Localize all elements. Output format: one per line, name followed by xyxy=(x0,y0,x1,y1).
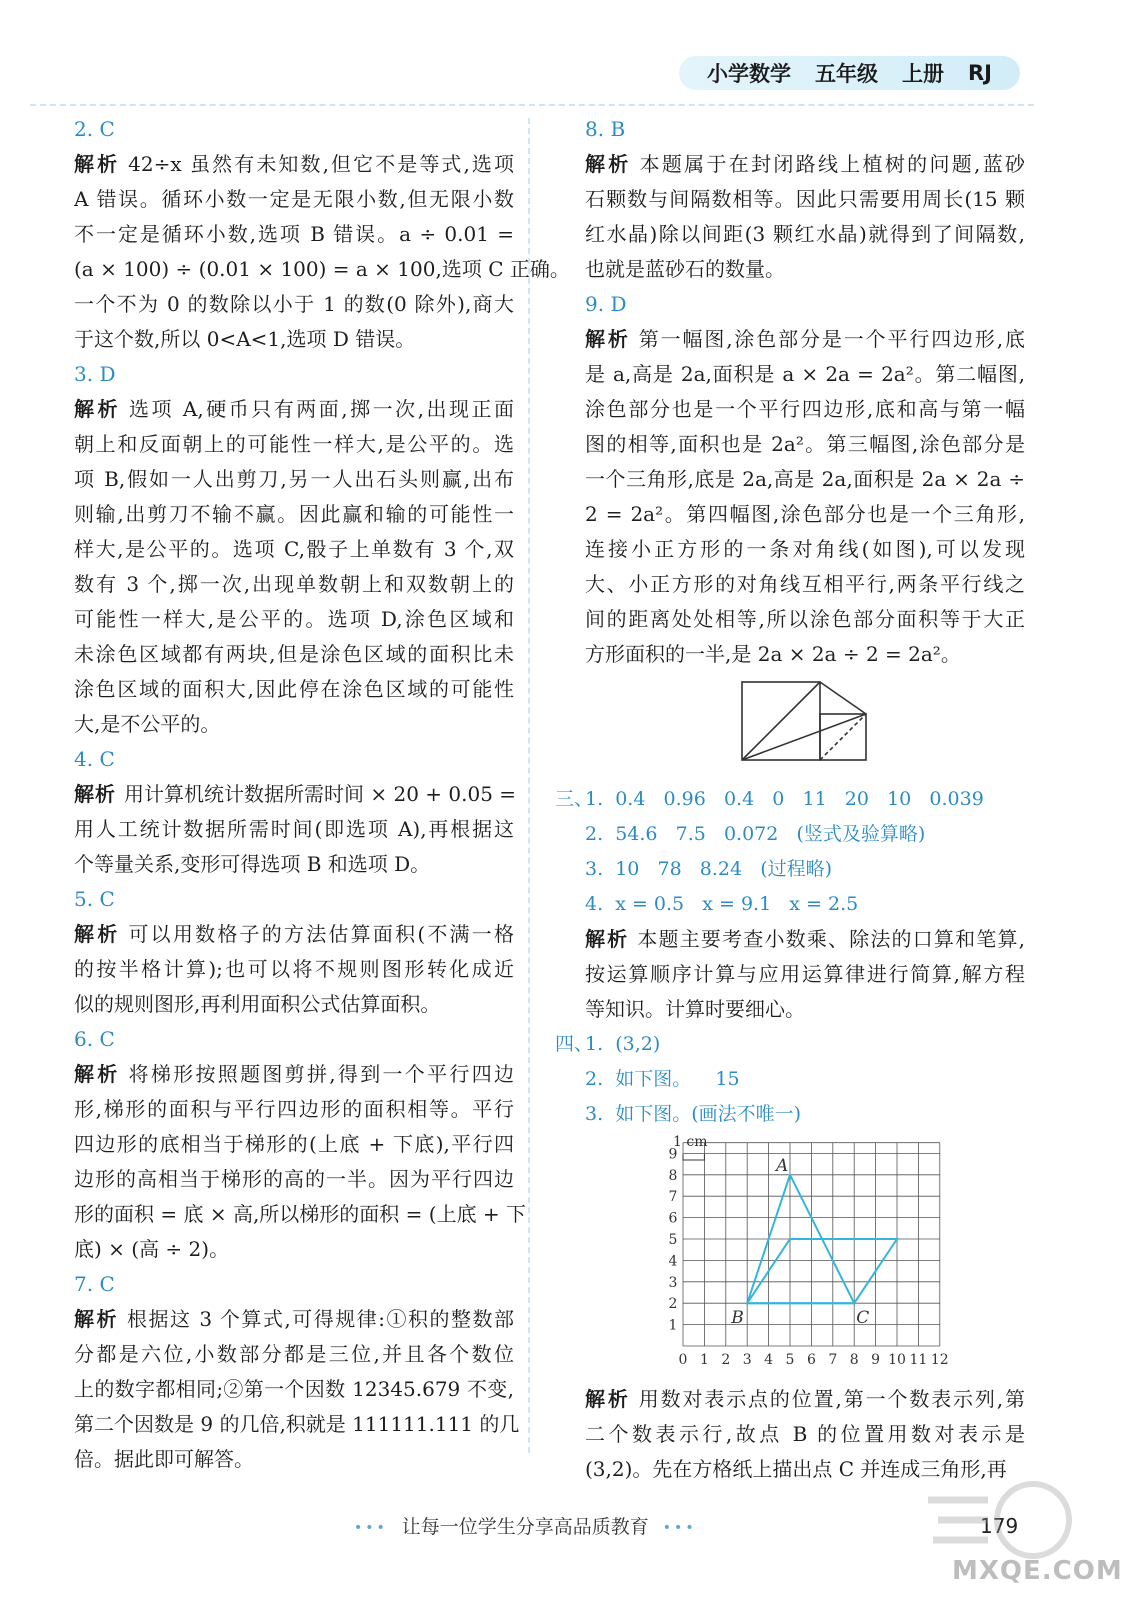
analysis-line: 不一定是循环小数,选项 B 错误。a ÷ 0.01 = xyxy=(74,222,514,246)
analysis-keyword: 解析 xyxy=(74,1062,121,1086)
small-diagonal xyxy=(820,714,866,760)
answer-label: 3. D xyxy=(74,362,116,386)
grid-figure xyxy=(645,1132,1025,1382)
analysis-text: 用计算机统计数据所需时间 × 20 + 0.05 = xyxy=(124,782,517,806)
x-tick-label: 11 xyxy=(909,1352,928,1368)
analysis-keyword: 解析 xyxy=(585,327,631,351)
header-grade: 五年级 xyxy=(815,62,879,86)
section-item-text: 1. (3,2) xyxy=(585,1033,661,1055)
x-tick-label: 1 xyxy=(699,1352,709,1368)
analysis-line: 按运算顺序计算与应用运算律进行简算,解方程 xyxy=(585,962,1025,986)
y-tick-label: 8 xyxy=(668,1167,678,1184)
answer-label: 9. D xyxy=(585,292,627,316)
section-item xyxy=(585,1097,1025,1132)
analysis-line: 间的距离处处相等,所以涂色部分面积等于大正 xyxy=(585,607,1025,631)
analysis-line: 2 = 2a²。第四幅图,涂色部分也是一个三角形, xyxy=(585,502,1025,526)
left-column xyxy=(74,112,570,1477)
analysis-line: 上的数字都相同;②第一个因数 12345.679 不变, xyxy=(74,1377,514,1401)
analysis-line: 朝上和反面朝上的可能性一样大,是公平的。选 xyxy=(74,432,514,456)
section-item xyxy=(585,887,1025,922)
analysis-line: (a × 100) ÷ (0.01 × 100) = a × 100,选项 C 正确。 xyxy=(74,257,570,281)
y-tick-label: 1 xyxy=(668,1317,678,1334)
header-divider xyxy=(30,104,1034,106)
answer-label: 6. C xyxy=(74,1027,115,1051)
section-item xyxy=(555,1027,1025,1062)
analysis-text: 本题主要考查小数乘、除法的口算和笔算, xyxy=(637,927,1026,951)
analysis-keyword: 解析 xyxy=(74,152,121,176)
slanted-line-2 xyxy=(742,714,866,760)
x-tick-label: 4 xyxy=(764,1352,774,1368)
answer-label: 2. C xyxy=(74,117,115,141)
section-item-text: 3. 如下图。(画法不唯一) xyxy=(585,1103,802,1125)
analysis-line: 一个不为 0 的数除以小于 1 的数(0 除外),商大 xyxy=(74,292,514,316)
analysis-line: 涂色部分也是一个平行四边形,底和高与第一幅 xyxy=(585,397,1025,421)
section-mark xyxy=(555,887,585,922)
analysis-line: 二个数表示行,故点 B 的位置用数对表示是 xyxy=(585,1422,1025,1446)
analysis-line: 大,是不公平的。 xyxy=(74,712,221,736)
y-tick-label: 2 xyxy=(668,1296,678,1313)
analysis-line: 图的相等,面积也是 2a²。第三幅图,涂色部分是 xyxy=(585,432,1025,456)
analysis-line: 大、小正方形的对角线互相平行,两条平行线之 xyxy=(585,572,1025,596)
analysis-line xyxy=(585,922,1025,957)
point-label-b: B xyxy=(731,1308,744,1329)
coordinate-grid xyxy=(645,1132,949,1382)
right-column xyxy=(555,112,1026,1487)
x-tick-label: 2 xyxy=(721,1352,731,1368)
y-tick-label: 4 xyxy=(668,1253,678,1270)
x-tick-label: 12 xyxy=(930,1352,949,1368)
x-tick-label: 7 xyxy=(828,1352,838,1368)
analysis-text: 将梯形按照题图剪拼,得到一个平行四边 xyxy=(128,1062,514,1086)
watermark-text: MXQE.COM xyxy=(952,1556,1123,1586)
footer-slogan: 让每一位学生分享高品质教育 xyxy=(401,1516,649,1538)
analysis-text: 42÷x 虽然有未知数,但它不是等式,选项 xyxy=(128,152,515,176)
analysis-text: 根据这 3 个算式,可得规律:①积的整数部 xyxy=(127,1307,514,1331)
analysis-line xyxy=(74,392,514,427)
answer-label: 4. C xyxy=(74,747,115,771)
analysis-keyword: 解析 xyxy=(585,927,630,951)
analysis-line: 红水晶)除以间距(3 颗红水晶)就得到了间隔数, xyxy=(585,222,1025,246)
analysis-keyword: 解析 xyxy=(74,1307,119,1331)
page-number: 179 xyxy=(980,1514,1019,1538)
analysis-text: 用数对表示点的位置,第一个数表示列,第 xyxy=(638,1387,1026,1411)
analysis-line xyxy=(585,147,1025,182)
header-volume: 上册 xyxy=(902,62,945,86)
page-header xyxy=(679,56,1020,90)
footer-dots-left: ••• xyxy=(354,1519,388,1536)
y-tick-label: 5 xyxy=(668,1232,678,1248)
analysis-line: 方形面积的一半,是 2a × 2a ÷ 2 = 2a²。 xyxy=(585,642,961,666)
slanted-line-1 xyxy=(820,682,866,714)
section-mark xyxy=(555,1097,585,1132)
analysis-line xyxy=(585,1382,1025,1417)
unit-label: 1 cm xyxy=(673,1134,708,1150)
column-divider xyxy=(528,118,530,1453)
x-tick-label: 9 xyxy=(871,1352,881,1368)
analysis-keyword: 解析 xyxy=(74,397,122,421)
analysis-line: 一个三角形,底是 2a,高是 2a,面积是 2a × 2a ÷ xyxy=(585,467,1025,491)
analysis-line: 样大,是公平的。选项 C,骰子上单数有 3 个,双 xyxy=(74,537,514,561)
analysis-line: 可能性一样大,是公平的。选项 D,涂色区域和 xyxy=(74,607,514,631)
analysis-line: 涂色区域的面积大,因此停在涂色区域的可能性 xyxy=(74,677,514,701)
header-edition: RJ xyxy=(968,61,992,85)
analysis-keyword: 解析 xyxy=(585,1387,631,1411)
answer-label: 7. C xyxy=(74,1272,115,1296)
analysis-line: 边形的高相当于梯形的高的一半。因为平行四边 xyxy=(74,1167,514,1191)
y-tick-label: 3 xyxy=(668,1274,678,1291)
analysis-line: A 错误。循环小数一定是无限小数,但无限小数 xyxy=(74,187,514,211)
analysis-keyword: 解析 xyxy=(74,782,116,806)
section-item xyxy=(585,852,1025,887)
analysis-line xyxy=(74,1057,514,1092)
section-item-text: 1. 0.4 0.96 0.4 0 11 20 10 0.039 xyxy=(585,788,984,810)
section-item-text: 2. 如下图。 15 xyxy=(585,1068,740,1090)
x-tick-label: 5 xyxy=(785,1352,795,1368)
analysis-text: 选项 A,硬币只有两面,掷一次,出现正面 xyxy=(129,397,515,421)
analysis-line: 未涂色区域都有两块,但是涂色区域的面积比未 xyxy=(74,642,514,666)
section-item-text: 3. 10 78 8.24 (过程略) xyxy=(585,858,833,880)
answer-label: 5. C xyxy=(74,887,115,911)
analysis-line: 个等量关系,变形可得选项 B 和选项 D。 xyxy=(74,852,431,876)
analysis-line xyxy=(74,1302,514,1337)
section-item xyxy=(555,782,1025,817)
analysis-line xyxy=(74,777,517,812)
big-diagonal xyxy=(742,682,820,760)
section-mark xyxy=(555,817,585,852)
analysis-text: 本题属于在封闭路线上植树的问题,蓝砂 xyxy=(639,152,1025,176)
unit-bracket xyxy=(683,1154,704,1160)
analysis-line xyxy=(74,147,514,182)
analysis-line: 用人工统计数据所需时间(即选项 A),再根据这 xyxy=(74,817,514,841)
analysis-line: 连接小正方形的一条对角线(如图),可以发现 xyxy=(585,537,1025,561)
analysis-line: 等知识。计算时要细心。 xyxy=(585,997,805,1021)
section-mark xyxy=(555,1062,585,1097)
square-diagram xyxy=(740,676,880,766)
analysis-line: 石颗数与间隔数相等。因此只需要用周长(15 颗 xyxy=(585,187,1025,211)
section-mark xyxy=(555,852,585,887)
analysis-line: 底) × (高 ÷ 2)。 xyxy=(74,1237,230,1261)
answer-label: 8. B xyxy=(585,117,626,141)
analysis-keyword: 解析 xyxy=(585,152,632,176)
analysis-line: (3,2)。先在方格纸上描出点 C 并连成三角形,再 xyxy=(585,1457,1007,1481)
analysis-line: 四边形的底相当于梯形的(上底 + 下底),平行四 xyxy=(74,1132,514,1156)
analysis-line: 倍。据此即可解答。 xyxy=(74,1447,254,1471)
analysis-line: 于这个数,所以 0<A<1,选项 D 错误。 xyxy=(74,327,416,351)
section-item xyxy=(585,817,1025,852)
analysis-line: 似的规则图形,再利用面积公式估算面积。 xyxy=(74,992,441,1016)
analysis-line: 是 a,高是 2a,面积是 a × 2a = 2a²。第二幅图, xyxy=(585,362,1025,386)
x-tick-label: 8 xyxy=(849,1352,859,1368)
point-label-c: C xyxy=(856,1308,870,1329)
analysis-line: 形的面积 = 底 × 高,所以梯形的面积 = (上底 + 下 xyxy=(74,1202,527,1226)
y-tick-label: 6 xyxy=(668,1210,678,1227)
analysis-line: 项 B,假如一人出剪刀,另一人出石头则赢,出布 xyxy=(74,467,514,491)
analysis-line xyxy=(74,917,514,952)
analysis-line: 第二个因数是 9 的几倍,积就是 111111.111 的几 xyxy=(74,1412,520,1436)
y-tick-label: 7 xyxy=(668,1189,678,1206)
section-item xyxy=(585,1062,1025,1097)
header-subject: 小学数学 xyxy=(707,62,792,86)
parallelogram xyxy=(747,1239,897,1303)
x-tick-label: 0 xyxy=(678,1352,688,1368)
x-tick-label: 10 xyxy=(888,1352,906,1368)
x-tick-label: 6 xyxy=(806,1352,816,1368)
analysis-line: 也就是蓝砂石的数量。 xyxy=(585,257,785,281)
analysis-line xyxy=(585,322,1025,357)
y-tick-label: 9 xyxy=(668,1146,678,1163)
analysis-keyword: 解析 xyxy=(74,922,121,946)
page-footer xyxy=(340,1512,711,1539)
section-item-text: 2. 54.6 7.5 0.072 (竖式及验算略) xyxy=(585,823,926,845)
analysis-line: 则输,出剪刀不输不赢。因此赢和输的可能性一 xyxy=(74,502,514,526)
footer-dots-right: ••• xyxy=(662,1519,697,1536)
section-mark: 四、 xyxy=(555,1033,594,1055)
analysis-text: 可以用数格子的方法估算面积(不满一格 xyxy=(128,922,515,946)
analysis-line: 分都是六位,小数部分都是三位,并且各个数位 xyxy=(74,1342,514,1366)
analysis-line: 数有 3 个,掷一次,出现单数朝上和双数朝上的 xyxy=(74,572,514,596)
x-tick-label: 3 xyxy=(742,1352,752,1368)
section-item-text: 4. x = 0.5 x = 9.1 x = 2.5 xyxy=(585,893,859,915)
analysis-text: 第一幅图,涂色部分是一个平行四边形,底 xyxy=(638,327,1026,351)
section-mark: 三、 xyxy=(555,788,594,810)
analysis-line: 形,梯形的面积与平行四边形的面积相等。平行 xyxy=(74,1097,514,1121)
point-label-a: A xyxy=(776,1155,789,1176)
analysis-line: 的按半格计算);也可以将不规则图形转化成近 xyxy=(74,957,514,981)
